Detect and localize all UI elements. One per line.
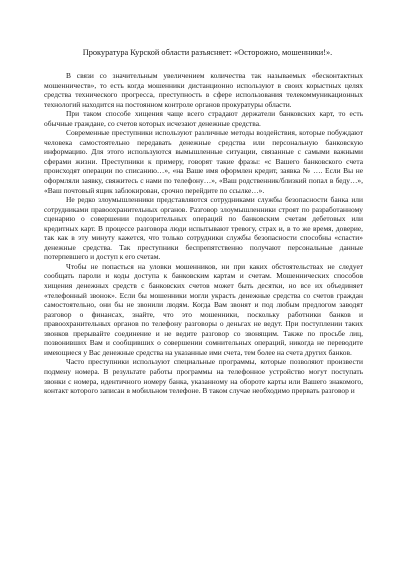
paragraph-impersonation: Не редко злоумышленники представляются сотрудниками службы безопасности банка или сотрудниками правоохранительных органов. Разговор злоумышленники строят по разработанному сценарию о совершении подозрительных операций по банковским счетам дебетовых или кредитных карт. В процессе разговора люди испытывают тревогу, страх и, в то же время, доверие, так как в эту минуту кажется, что только сотрудники службы безопасности способны «спасти» денежные средства. Так преступники беспрепятственно получают персональные данные потерпевшего и доступ к его счетам. [44,195,363,262]
paragraph-card-holders: При таком способе хищения чаще всего страдают держатели банковских карт, то есть обычные граждане, со счетов которых исчезают денежные средства. [44,109,363,128]
paragraph-number-spoofing: Часто преступники используют специальные программы, которые позволяют произвести подмену номера. В результате работы программы на телефонное устройство могут поступать звонки с номера, идентичного номеру банка, указанному на обороте карты или Вашего знакомого, контакт которого записан в мобильном телефоне. В таком случае необходимо прервать разговор и [44,357,363,396]
paragraph-methods: Современные преступники используют различные методы воздействия, которые побуждают человека самостоятельно передавать денежные средства или персональную банковскую информацию. Для этого используются вымышленные ситуации, связанные с самыми важными сферами жизни. Преступники к примеру, говорят такие фразы: «с Вашего банковского счета происходят операции по списанию…», «на Ваше имя оформлен кредит, заявка № …. Если Вы не оформляли заявку, свяжитесь с нами по телефону…», «Ваш родственник/близкий попал в беду…», «Ваш почтовый ящик заблокирован, срочно перейдите по ссылке…». [44,128,363,195]
document-title: Прокуратура Курской области разъясняет: «Осторожно, мошенники!». [82,48,333,57]
paragraph-intro: В связи со значительным увеличением количества так называемых «бесконтактных мошенничеств», то есть когда мошенники дистанционно используют в своих корыстных целях средства технического прогресса, преступность в сфере использования телекоммуникационных технологий находится на постоянном контроле органов прокуратуры области. [44,71,363,109]
paragraph-precautions: Чтобы не попасться на уловки мошенников, ни при каких обстоятельствах не следует сообщать пароли и коды доступа к банковским картам и счетам. Мошеннических способов хищения денежных средств с банковских счетов может быть десятки, но все их объединяет «телефонный звонок». Если бы мошенники могли украсть денежные средства со счетов граждан самостоятельно, они бы не звонили людям. Когда Вам звонят и под любым предлогом заводят разговор о финансах, знайте, что это мошенники, поскольку работники банков и правоохранительных органов по телефону разговоры о деньгах не ведут. При поступлении таких звонков прерывайте соединение и не ведите разговор со звонящим. Также по просьбе лиц, позвонивших Вам и сообщивших о совершении сомнительных операций, никогда не переводите имеющиеся у Вас денежные средства на указанные ими счета, тем более на счета других банков. [44,261,363,357]
